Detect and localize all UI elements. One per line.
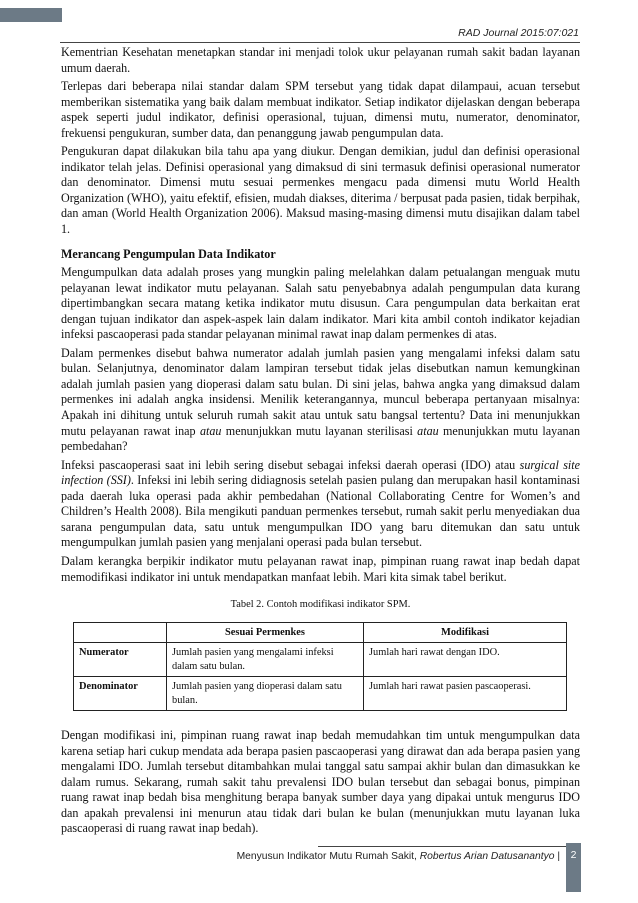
emphasis-text: surgical site infection (SSI) bbox=[61, 457, 580, 488]
text-run: . Infeksi ini lebih sering didiagnosis setelah pasien pulang dan merupakan hasil kontaminasi pada daerah luka operasi pada akhir pembedahan (National Collaborating Centre for Women’s and Children’s Health 2008). Bila mengikuti panduan permenkes tersebut, rumah sakit perlu menyediakan dua sarana pengumpulan data, satu untuk mengumpulkan IDO yang baru ditemukan dan satu untuk mengumpulkan jumlah pasien yang menjalani operasi pada bulan tersebut. bbox=[61, 473, 580, 550]
footer-separator: | bbox=[554, 851, 560, 862]
table-caption: Tabel 2. Contoh modifikasi indikator SPM. bbox=[230, 599, 411, 611]
paragraph: Dalam kerangka berpikir indikator mutu pelayanan rawat inap, pimpinan ruang rawat inap bedah dapat memodifikasi indikator ini untuk mendapatkan manfaat lebih. Mari kita simak tabel berikut. bbox=[61, 553, 580, 584]
footer-authors: Robertus Arian Datusanantyo bbox=[419, 851, 555, 862]
text-run: menunjukkan mutu layanan pembedahan? bbox=[61, 423, 580, 454]
paragraph bbox=[61, 458, 580, 551]
footer-citation bbox=[237, 851, 560, 862]
table-row bbox=[74, 643, 567, 677]
header-rule bbox=[60, 42, 580, 43]
table-header-cell: Sesuai Permenkes bbox=[167, 622, 364, 643]
paragraph bbox=[61, 346, 580, 455]
text-run: Infeksi pascaoperasi saat ini lebih sering disebut sebagai infeksi daerah operasi (IDO) atau bbox=[61, 457, 520, 472]
paragraph: Kementrian Kesehatan menetapkan standar ini menjadi tolok ukur pelayanan rumah sakit badan layanan umum daerah. bbox=[61, 45, 580, 75]
footer-rule bbox=[318, 846, 580, 847]
text-run: menunjukkan mutu layanan sterilisasi bbox=[221, 423, 418, 438]
header-corner-block bbox=[0, 8, 62, 22]
journal-reference: RAD Journal 2015:07:021 bbox=[458, 27, 579, 39]
paragraph: Mengumpulkan data adalah proses yang mungkin paling melelahkan dalam petualangan menguak mutu pelayanan lewat indikator mutu pelayanan. Salah satu penyebabnya adalah pengumpulan data kurang dipertimbangkan secara matang ketika indikator mutu disusun. Cara pengumpulan data berkaitan erat dengan tujuan indikator dan aspek-aspek lain dalam indikator. Mari kita ambil contoh indikator kejadian infeksi pascaoperasi pada standar pelayanan minimal rawat inap dalam permenkes di atas. bbox=[61, 265, 580, 342]
page-number: 2 bbox=[570, 849, 577, 861]
row-label: Numerator bbox=[74, 643, 167, 677]
emphasis-text: atau bbox=[199, 423, 222, 438]
table-cell: Jumlah hari rawat pasien pascaoperasi. bbox=[364, 677, 567, 711]
text-run: Dalam permenkes disebut bahwa numerator adalah jumlah pasien yang mengalami infeksi dalam satu bulan. Selanjutnya, denominator dalam lampiran tersebut tidak jelas disebutkan namun kemungkinan adalah jumlah pasien yang dioperasi dalam satu bulan. Di sini jelas, bahwa angka yang dimaksud dalam permenkes ini adalah angka insidensi. Menilik keterangannya, muncul beberapa pertanyaan misalnya: Apakah ini dihitung untuk seluruh rumah sakit atau untuk satu bangsal tertentu? Data ini menunjukkan mutu pelayanan rawat inap bbox=[61, 345, 580, 438]
section-heading: Merancang Pengumpulan Data Indikator bbox=[61, 246, 276, 261]
paragraph: Terlepas dari beberapa nilai standar dalam SPM tersebut yang tidak dapat dilampaui, acuan tersebut memberikan sistematika yang baik dalam membuat indikator. Setiap indikator dijelaskan dengan beberapa aspek seperti judul indikator, definisi operasional, tujuan, dimensi mutu, numerator, denominator, frekuensi pengukuran, sumber data, dan penanggung jawab pengumpulan data. bbox=[61, 79, 580, 140]
paragraph: Pengukuran dapat dilakukan bila tahu apa yang diukur. Dengan demikian, judul dan definisi operasional indikator telah jelas. Definisi operasional yang dimaksud di sini termasuk definisi operasional numerator dan denominator. Dimensi mutu sesuai permenkes mengacu pada dimensi mutu World Health Organization (WHO), yaitu efektif, efisien, mudah diakses, diterima / berpusat pada pasien, tidak berpihak, dan aman (World Health Organization 2006). Maksud masing-masing dimensi mutu disajikan dalam tabel 1. bbox=[61, 144, 580, 237]
table-cell: Jumlah hari rawat dengan IDO. bbox=[364, 643, 567, 677]
article-body bbox=[61, 45, 580, 840]
table-header-cell: Modifikasi bbox=[364, 622, 567, 643]
row-label: Denominator bbox=[74, 677, 167, 711]
table-header-row bbox=[74, 622, 567, 643]
table-header-cell bbox=[74, 622, 167, 643]
table-cell: Jumlah pasien yang mengalami infeksi dalam satu bulan. bbox=[167, 643, 364, 677]
emphasis-text: atau bbox=[417, 423, 439, 438]
indicator-table bbox=[73, 622, 567, 712]
paragraph: Dengan modifikasi ini, pimpinan ruang rawat inap bedah memudahkan tim untuk mengumpulkan data karena setiap hari cukup mendata ada berapa pasien pascaoperasi yang dirawat dan ada berapa pasien yang mengalami IDO. Jumlah tersebut ditambahkan mulai tanggal satu sampai akhir bulan dan dimasukkan ke dalam rumus. Sekarang, rumah sakit tahu prevalensi IDO bulan tersebut dan sebagai bonus, pimpinan ruang rawat inap bedah bisa menghitung berapa banyak sumber daya yang dipakai untuk mengurus IDO dan apakah prevalensi ini menurun atau tidak dari bulan ke bulan (menunjukkan mutu layanan luka pascaoperasi di ruang rawat inap bedah). bbox=[61, 728, 580, 836]
table-row bbox=[74, 677, 567, 711]
table-cell: Jumlah pasien yang dioperasi dalam satu bulan. bbox=[167, 677, 364, 711]
footer-title: Menyusun Indikator Mutu Rumah Sakit, bbox=[236, 851, 420, 862]
